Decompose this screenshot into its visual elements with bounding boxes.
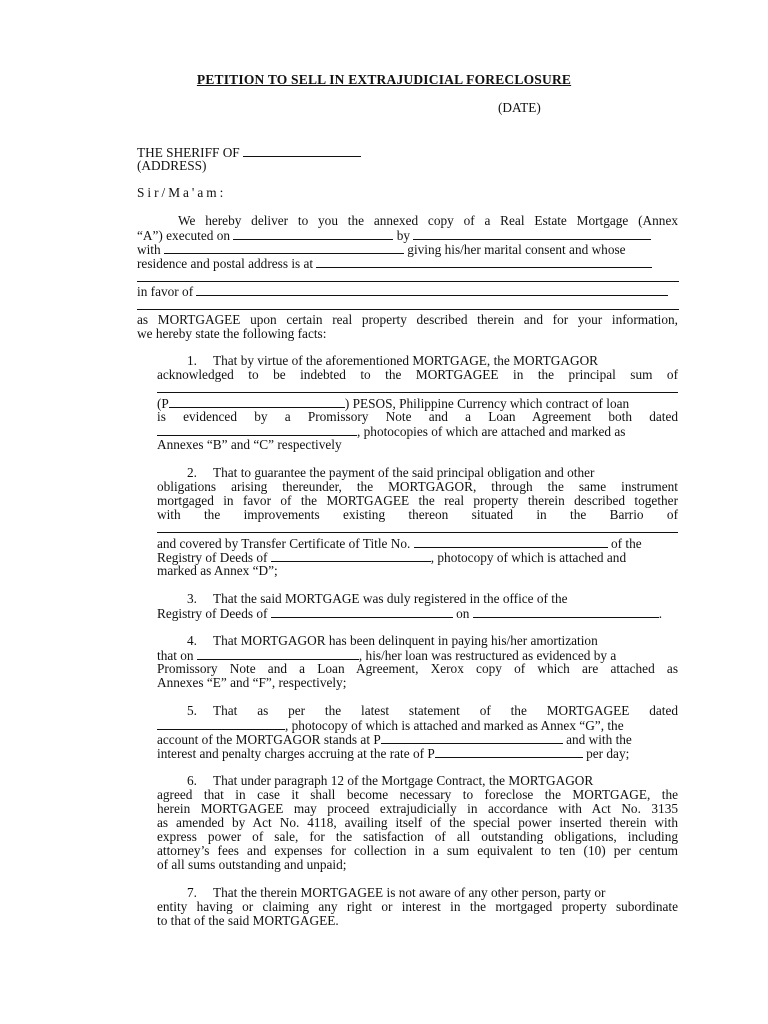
- para-2-line-5: [157, 536, 642, 551]
- para-2-line-1: [187, 466, 594, 480]
- para-3-on-label: on: [456, 606, 470, 621]
- para-2-line-3: mortgaged in favor of the MORTGAGEE the real property therein described together: [157, 493, 678, 508]
- para-5-line-3: [157, 732, 632, 747]
- para-4-restructured-text: , his/her loan was restructured as evidenced by a: [358, 648, 617, 663]
- mortgagor-name-blank[interactable]: [413, 228, 651, 240]
- barrio-rule[interactable]: [157, 532, 678, 533]
- para-5-photocopy-text: , photocopy of which is attached and marked as Annex “G”, the: [285, 718, 624, 733]
- address-continuation-rule[interactable]: [137, 281, 679, 282]
- intro-line-4: [137, 256, 652, 271]
- para-6-text: That under paragraph 12 of the Mortgage Contract, the MORTGAGOR: [213, 773, 594, 788]
- para-1-line-2: acknowledged to be indebted to the MORTGAGEE in the principal sum of: [157, 367, 678, 382]
- para-2-line-7: marked as Annex “D”;: [157, 563, 278, 578]
- para-1-text: That by virtue of the aforementioned MORTGAGE, the MORTGAGOR: [213, 353, 599, 368]
- para-5-line-2: [157, 718, 624, 733]
- para-3-text: That the said MORTGAGE was duly registered in the office of the: [213, 591, 568, 606]
- tct-number-blank[interactable]: [414, 536, 608, 548]
- intro-consent-text: giving his/her marital consent and whose: [407, 242, 626, 257]
- para-3-number: 3.: [187, 591, 197, 606]
- intro-line-2: [137, 228, 651, 243]
- registry-deeds-blank[interactable]: [271, 550, 431, 562]
- para-7-line-1: [187, 886, 605, 900]
- mortgagee-name-blank[interactable]: [196, 284, 668, 296]
- para-1-photocopies-text: , photocopies of which are attached and marked as: [357, 424, 626, 439]
- para-6-line-7: of all sums outstanding and unpaid;: [157, 857, 347, 872]
- intro-line-3: [137, 242, 626, 257]
- para-3-line-2: [157, 606, 662, 621]
- para-6-line-6: attorney’s fees and expenses for collection in a sum equivalent to ten (10) per centum: [157, 843, 678, 858]
- sheriff-label: THE SHERIFF OF: [137, 145, 240, 160]
- para-1-number: 1.: [187, 353, 197, 368]
- intro-with-label: with: [137, 242, 161, 257]
- para-1-pesos-text: ) PESOS, Philippine Currency which contract of loan: [344, 396, 630, 411]
- penalty-rate-label: interest and penalty charges accruing at the rate of P: [157, 746, 435, 761]
- registry-deeds-label: Registry of Deeds of: [157, 550, 268, 565]
- para-7-line-2: entity having or claiming any right or interest in the mortgaged property subordinate: [157, 899, 678, 914]
- principal-words-rule[interactable]: [157, 392, 678, 393]
- para-4-line-4: Annexes “E” and “F”, respectively;: [157, 675, 347, 690]
- para-2-text: That to guarantee the payment of the said principal obligation and other: [213, 465, 595, 480]
- principal-amount-prefix: (P: [157, 396, 169, 411]
- para-5-line-1: [187, 704, 678, 718]
- para-2-line-4: with the improvements existing thereon situated in the Barrio of: [157, 507, 678, 522]
- account-amount-blank[interactable]: [381, 732, 563, 744]
- para-3-registry-label: Registry of Deeds of: [157, 606, 268, 621]
- mortgagee-continuation-rule[interactable]: [137, 309, 679, 310]
- statement-date-blank[interactable]: [157, 718, 285, 730]
- date-placeholder: (DATE): [498, 100, 541, 115]
- para-4-that-on-label: that on: [157, 648, 194, 663]
- para-5-number: 5.: [187, 703, 197, 718]
- para-6-line-3: herein MORTGAGEE may proceed extrajudicially in accordance with Act No. 3135: [157, 801, 678, 816]
- sheriff-blank[interactable]: [243, 145, 361, 157]
- address-placeholder: (ADDRESS): [137, 158, 207, 173]
- document-title: PETITION TO SELL IN EXTRAJUDICIAL FORECLOSURE: [196, 72, 572, 87]
- para-5-line-4: [157, 746, 629, 761]
- intro-line-5: [137, 284, 668, 299]
- para-1-line-4: is evidenced by a Promissory Note and a Loan Agreement both dated: [157, 409, 678, 424]
- para-2-of-the-text: of the: [611, 536, 642, 551]
- para-4-line-3: Promissory Note and a Loan Agreement, Xerox copy of which are attached as: [157, 661, 678, 676]
- account-stands-label: account of the MORTGAGOR stands at P: [157, 732, 381, 747]
- para-7-number: 7.: [187, 885, 197, 900]
- para-3-line-1: [187, 592, 568, 606]
- execution-date-blank[interactable]: [233, 228, 393, 240]
- intro-in-favor-label: in favor of: [137, 284, 194, 299]
- para-6-line-2: agreed that in case it shall become necessary to foreclose the MORTGAGE, the: [157, 787, 678, 802]
- intro-executed-label: “A”) executed on: [137, 228, 231, 243]
- daily-rate-blank[interactable]: [435, 746, 583, 758]
- para-1-line-1: [187, 354, 598, 368]
- para-6-line-1: [187, 774, 593, 788]
- para-1-line-6: Annexes “B” and “C” respectively: [157, 437, 342, 452]
- para-4-line-1: [187, 634, 598, 648]
- para-2-number: 2.: [187, 465, 197, 480]
- para-5-text: That as per the latest statement of the MORTGAGEE dated: [213, 703, 678, 718]
- intro-residence-label: residence and postal address is at: [137, 256, 314, 271]
- para-2-line-2: obligations arising thereunder, the MORTGAGOR, through the same instrument: [157, 479, 678, 494]
- intro-line-1: We hereby deliver to you the annexed copy of a Real Estate Mortgage (Annex: [178, 213, 678, 228]
- para-4-number: 4.: [187, 633, 197, 648]
- para-5-and-with-text: and with the: [566, 732, 632, 747]
- para-7-text: That the therein MORTGAGEE is not aware of any other person, party or: [213, 885, 606, 900]
- para-6-line-4: as amended by Act No. 4118, availing itself of the special power inserted therein with: [157, 815, 678, 830]
- para-6-number: 6.: [187, 773, 197, 788]
- delinquency-date-blank[interactable]: [197, 648, 359, 660]
- para-6-line-5: express power of sale, for the satisfaction of all outstanding obligations, including: [157, 829, 678, 844]
- spouse-name-blank[interactable]: [164, 242, 404, 254]
- para-2-photocopy-text: , photocopy of which is attached and: [430, 550, 627, 565]
- para-3-period: .: [658, 606, 663, 621]
- registration-date-blank[interactable]: [473, 606, 659, 618]
- para-7-line-3: to that of the said MORTGAGEE.: [157, 913, 339, 928]
- para-4-text: That MORTGAGOR has been delinquent in paying his/her amortization: [213, 633, 598, 648]
- tct-label: and covered by Transfer Certificate of Title No.: [157, 536, 411, 551]
- per-day-text: per day;: [586, 746, 630, 761]
- salutation: Sir/Ma'am:: [137, 185, 227, 200]
- intro-line-6: as MORTGAGEE upon certain real property described therein and for your information,: [137, 312, 678, 327]
- registration-office-blank[interactable]: [271, 606, 453, 618]
- intro-line-7: we hereby state the following facts:: [137, 326, 327, 341]
- loan-date-blank[interactable]: [157, 424, 357, 436]
- principal-amount-blank[interactable]: [169, 396, 345, 408]
- residence-address-blank[interactable]: [316, 256, 652, 268]
- intro-by-label: by: [396, 228, 410, 243]
